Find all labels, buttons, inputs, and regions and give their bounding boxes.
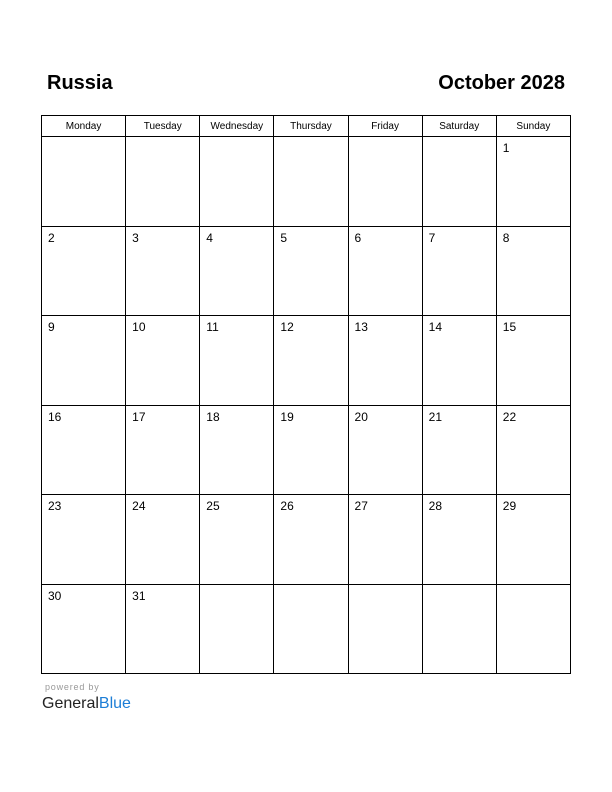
day-number [349,137,422,141]
day-cell [42,495,126,585]
weekday-header-monday: Monday [42,116,126,137]
day-cell [274,405,348,495]
day-cell [348,316,422,406]
day-number: 11 [206,320,219,334]
week-row [42,226,571,316]
week-row [42,316,571,406]
week-row [42,405,571,495]
day-cell [422,584,496,674]
day-cell [348,584,422,674]
day-cell [422,226,496,316]
day-number: 6 [354,230,362,245]
day-number: 23 [48,499,62,513]
day-cell [348,137,422,227]
day-cell [200,316,274,406]
day-cell [126,405,200,495]
day-number: 3 [132,230,139,245]
weekday-header-saturday: Saturday [422,116,496,137]
day-cell [422,495,496,585]
day-cell [496,405,570,495]
day-cell [496,584,570,674]
day-number [200,585,273,589]
day-number [497,585,570,589]
country-title: Russia [47,72,113,94]
day-cell [348,495,422,585]
day-cell [496,316,570,406]
day-cell [126,584,200,674]
day-number: 5 [280,230,288,245]
day-cell [200,137,274,227]
day-cell [126,137,200,227]
weekday-header-wednesday: Wednesday [200,116,274,137]
week-row [42,495,571,585]
day-cell [274,584,348,674]
day-cell [42,137,126,227]
day-number [126,137,199,141]
day-number: 21 [428,409,443,424]
day-cell [422,137,496,227]
calendar-grid [41,115,571,674]
day-number: 12 [280,320,294,334]
day-cell [200,226,274,316]
powered-by-label: powered by [45,682,100,692]
day-number: 4 [206,230,213,245]
day-cell [274,316,348,406]
day-number [349,585,422,589]
day-number: 18 [206,409,220,424]
day-cell [422,405,496,495]
day-number: 24 [132,499,146,513]
generalblue-logo[interactable] [42,694,131,714]
weekday-header-sunday: Sunday [496,116,570,137]
day-cell [126,495,200,585]
weekday-header-friday: Friday [348,116,422,137]
day-number: 22 [502,409,517,424]
day-cell [42,316,126,406]
day-number [274,585,347,589]
day-number: 2 [48,230,55,245]
brand-name-blue: Blue [98,695,131,712]
weekday-header-tuesday: Tuesday [126,116,200,137]
day-cell [126,226,200,316]
day-number: 27 [354,499,368,513]
day-number: 31 [132,588,146,603]
day-cell [42,584,126,674]
day-number: 26 [280,499,294,513]
day-cell [422,316,496,406]
day-cell [200,495,274,585]
day-cell [274,495,348,585]
day-number: 29 [502,499,517,513]
day-number [200,137,273,141]
day-number: 14 [428,320,443,334]
week-row [42,137,571,227]
day-cell [348,405,422,495]
day-number [42,137,125,141]
day-number: 20 [354,409,368,424]
brand-name-general: General [42,695,99,712]
day-number: 28 [428,499,443,513]
weekday-header-thursday: Thursday [274,116,348,137]
day-number [274,137,347,141]
day-number: 15 [502,320,517,334]
day-cell [496,137,570,227]
day-cell [200,584,274,674]
month-year-title: October 2028 [438,72,565,94]
weekday-header-row [42,116,571,137]
day-number: 30 [48,588,62,603]
day-cell [496,495,570,585]
day-number: 16 [48,409,62,424]
day-number: 13 [354,320,368,334]
day-cell [42,405,126,495]
day-number: 25 [206,499,220,513]
day-number: 1 [502,141,510,155]
day-cell [274,137,348,227]
day-number: 9 [48,320,55,334]
day-number: 17 [132,409,146,424]
day-number: 7 [428,230,436,245]
day-cell [126,316,200,406]
day-cell [496,226,570,316]
day-number: 10 [132,320,146,334]
week-row [42,584,571,674]
day-number: 8 [502,230,510,245]
day-number [423,137,496,141]
day-number: 19 [280,409,294,424]
day-cell [200,405,274,495]
day-number [423,585,496,589]
day-cell [274,226,348,316]
day-cell [348,226,422,316]
day-cell [42,226,126,316]
